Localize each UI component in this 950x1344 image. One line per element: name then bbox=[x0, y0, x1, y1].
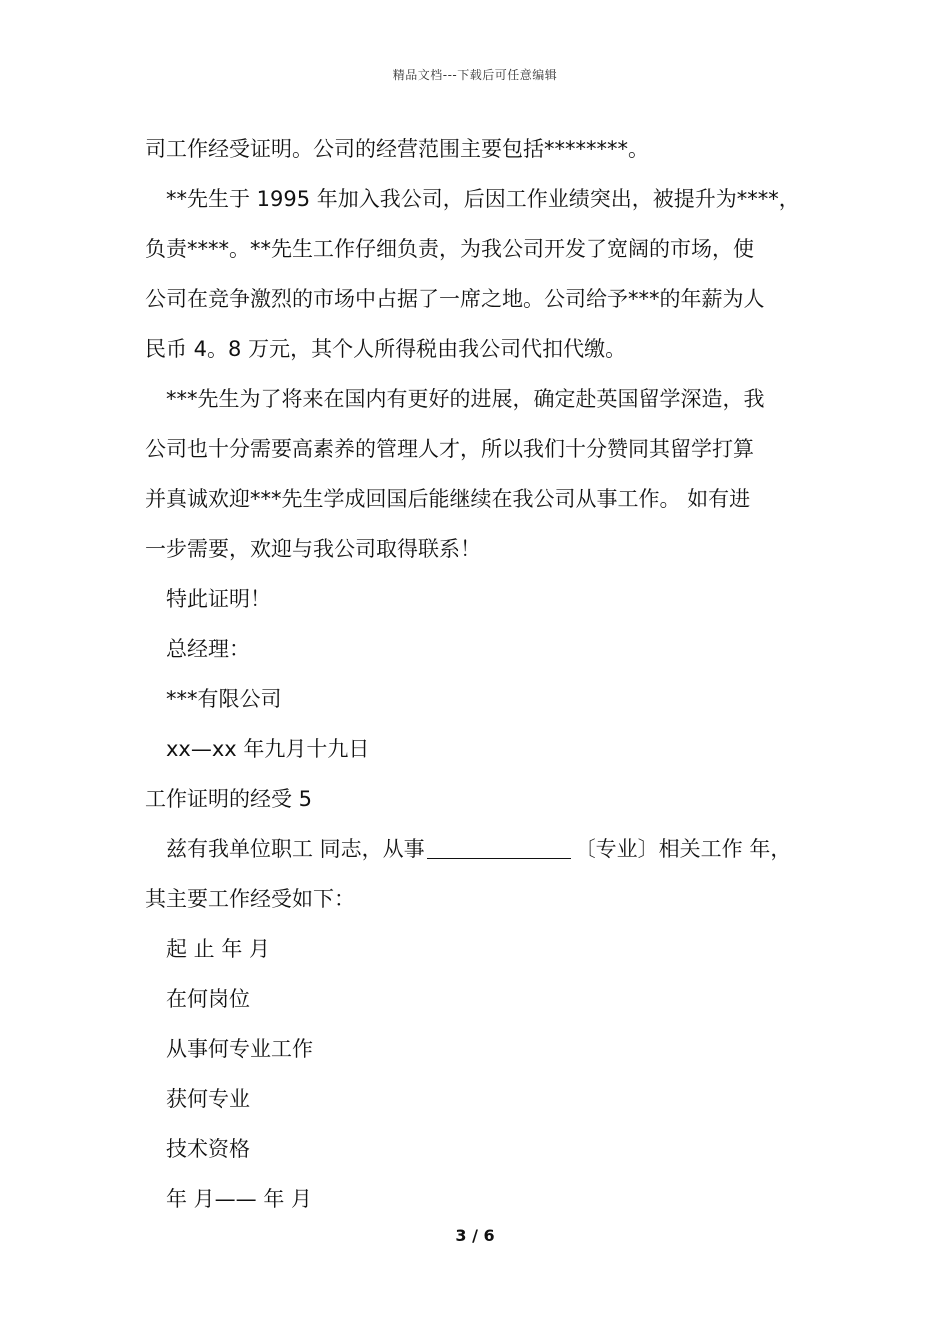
paragraph-line: 公司在竞争激烈的市场中占据了一席之地。公司给予***的年薪为人 bbox=[145, 287, 765, 311]
document-date: xx—xx 年九月十九日 bbox=[166, 737, 370, 761]
form-field-label: 技术资格 bbox=[166, 1137, 250, 1161]
paragraph-line: 并真诚欢迎***先生学成回国后能继续在我公司从事工作。 如有进 bbox=[145, 487, 751, 511]
page-number: 3 / 6 bbox=[455, 1226, 495, 1245]
paragraph-line: ***先生为了将来在国内有更好的进展，确定赴英国留学深造，我 bbox=[166, 387, 765, 411]
paragraph-line: 公司也十分需要高素养的管理人才，所以我们十分赞同其留学打算 bbox=[145, 437, 754, 461]
form-field-label: 在何岗位 bbox=[166, 987, 250, 1011]
page-header: 精品文档---下载后可任意编辑 bbox=[392, 68, 558, 82]
paragraph-line: 司工作经受证明。公司的经营范围主要包括********。 bbox=[145, 137, 649, 161]
closing-statement: 特此证明！ bbox=[166, 587, 271, 611]
section-heading: 工作证明的经受 5 bbox=[145, 787, 313, 811]
form-field-label: 年 月—— 年 月 bbox=[166, 1187, 313, 1211]
form-field-label: 从事何专业工作 bbox=[166, 1037, 313, 1061]
paragraph-line: **先生于 1995 年加入我公司，后因工作业绩突出，被提升为****， bbox=[166, 187, 800, 211]
fill-in-blank bbox=[427, 838, 571, 859]
form-field-label: 获何专业 bbox=[166, 1087, 250, 1111]
blank-line-after: 〔专业〕相关工作 年， bbox=[574, 837, 792, 861]
paragraph-line: 一步需要，欢迎与我公司取得联系！ bbox=[145, 537, 481, 561]
company-name: ***有限公司 bbox=[166, 687, 282, 711]
document-body bbox=[145, 124, 815, 1224]
paragraph-line: 民币 4。8 万元，其个人所得税由我公司代扣代缴。 bbox=[145, 337, 627, 361]
paragraph-line: 其主要工作经受如下： bbox=[145, 887, 355, 911]
paragraph-line bbox=[145, 824, 815, 874]
signatory-title: 总经理： bbox=[166, 637, 250, 661]
form-field-label: 起 止 年 月 bbox=[166, 937, 271, 961]
blank-line-before: 兹有我单位职工 同志，从事 bbox=[166, 837, 425, 861]
paragraph-line: 负责****。**先生工作仔细负责，为我公司开发了宽阔的市场，使 bbox=[145, 237, 754, 261]
